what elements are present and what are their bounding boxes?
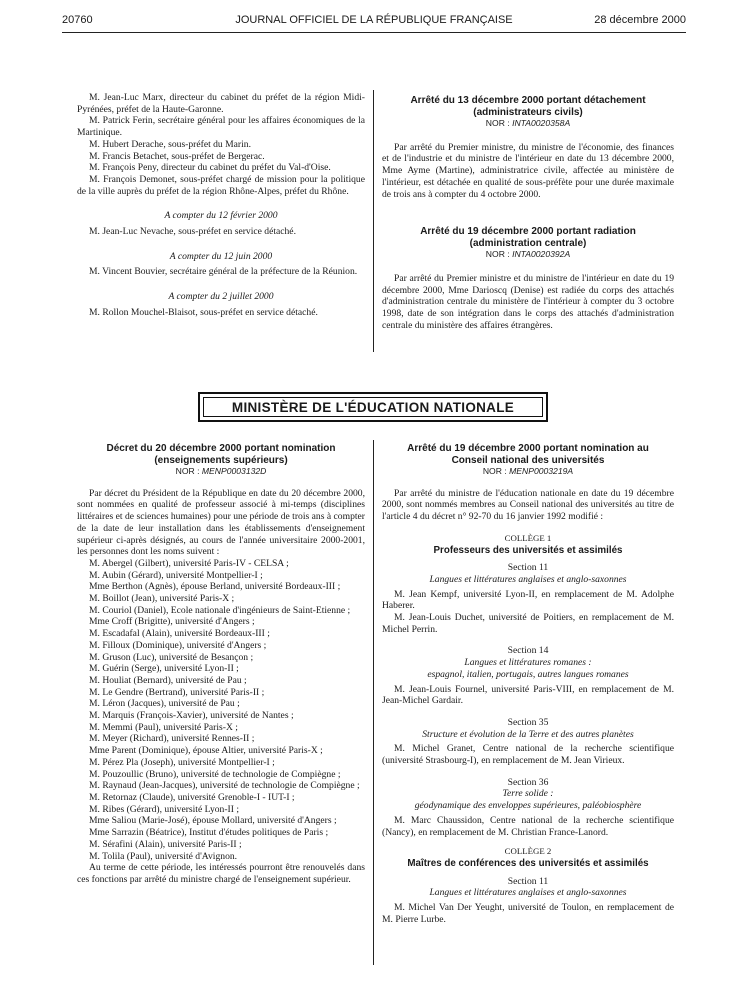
list-item: Mme Berthon (Agnès), épouse Berland, université Bordeaux-III ;	[89, 581, 341, 593]
college-heading: COLLÈGE 2	[504, 846, 552, 857]
section-heading: Section 11	[507, 875, 549, 887]
decree-closing: Au terme de cette période, les intéressés pourront être renouvelés dans ces fonctions par arrêté du ministre chargé de l'enseignement supérieur.	[77, 862, 365, 885]
appointment-para: M. Francis Betachet, sous-préfet de Bergerac.	[89, 150, 265, 162]
appointee-list	[77, 558, 365, 862]
list-item: M. Gruson (Luc), université de Besançon ;	[89, 651, 254, 663]
nor-reference	[382, 466, 674, 478]
section-subject: Langues et littératures romanes :	[464, 657, 592, 669]
list-item: M. Marquis (François-Xavier), université de Nantes ;	[89, 710, 294, 722]
issue-date: 28 décembre 2000	[594, 14, 686, 26]
decree-title: Arrêté du 19 décembre 2000 portant nomination au Conseil national des universités	[407, 443, 649, 466]
decree-intro: Par décret du Président de la République en date du 20 décembre 2000, sont nommées en qualité de professeur associé à mi-temps (disciplines littéraires et de sciences humaines) pour une période de trois ans à compter de la date de leur installation dans les établissements d'enseignement supérieur ci-après désignés, au cours de l'année universitaire 2000-2001, les personnes dont les noms suivent :	[77, 487, 365, 558]
effective-date: A compter du 12 juin 2000	[169, 250, 273, 262]
appointment-para: M. Hubert Derache, sous-préfet du Marin.	[89, 138, 251, 150]
top-right-column	[382, 95, 674, 331]
nor-label: NOR :	[485, 249, 513, 260]
page-number: 20760	[62, 14, 93, 26]
list-item: M. Memmi (Paul), université Paris-X ;	[89, 721, 238, 733]
list-item: M. Houliat (Bernard), université de Pau ;	[89, 674, 247, 686]
section-heading: Section 11	[507, 562, 549, 574]
list-item: M. Raynaud (Jean-Jacques), université de technologie de Compiègne ;	[89, 780, 360, 792]
list-item: M. Guérin (Serge), université Lyon-II ;	[89, 663, 239, 675]
section-subject: espagnol, italien, portugais, autres langues romanes	[427, 668, 629, 680]
list-item: M. Ribes (Gérard), université Lyon-II ;	[89, 803, 239, 815]
list-item: M. Léron (Jacques), université de Pau ;	[89, 698, 240, 710]
college-title: Maîtres de conférences des universités et assimilés	[407, 857, 649, 869]
section-subject: géodynamique des enveloppes supérieures, paléobiosphère	[414, 800, 642, 812]
nor-reference	[382, 249, 674, 261]
list-item: Mme Sarrazin (Béatrice), Institut d'études politiques de Paris ;	[89, 827, 329, 839]
list-item: Mme Saliou (Marie-José), épouse Mollard, université d'Angers ;	[89, 815, 337, 827]
decree-title: Décret du 20 décembre 2000 portant nomination (enseignements supérieurs)	[106, 443, 336, 466]
appointment-para: M. François Peny, directeur du cabinet du préfet du Val-d'Oise.	[89, 162, 331, 174]
effective-date: A compter du 12 février 2000	[164, 210, 278, 222]
column-divider-bottom	[373, 440, 374, 965]
member-para: M. Jean-Louis Duchet, université de Poitiers, en remplacement de M. Michel Perrin.	[382, 612, 674, 635]
list-item: M. Retornaz (Claude), université Grenoble-I - IUT-I ;	[89, 791, 295, 803]
column-divider-top	[373, 90, 374, 352]
list-item: M. Le Gendre (Bertrand), université Paris-II ;	[89, 686, 265, 698]
member-para: M. Michel Granet, Centre national de la recherche scientifique (université Strasbourg-I), en remplacement de M. Jean Virieux.	[382, 743, 674, 767]
list-item: Mme Croff (Brigitte), université d'Angers ;	[89, 616, 255, 628]
member-para: M. Marc Chaussidon, Centre national de la recherche scientifique (Nancy), en remplacement de M. Christian France-Lanord.	[382, 814, 674, 838]
nor-code: INTA0020358A	[512, 118, 571, 128]
list-item: Mme Parent (Dominique), épouse Altier, université Paris-X ;	[89, 745, 323, 757]
appointment-para: M. Patrick Ferin, secrétaire général pour les affaires économiques de la Martinique.	[77, 115, 365, 139]
ministry-banner	[198, 392, 548, 422]
section-subject: Langues et littératures anglaises et anglo-saxonnes	[429, 573, 627, 585]
decree-body: Par arrêté du Premier ministre et du ministre de l'intérieur en date du 19 décembre 2000, Mme Darioscq (Denise) est radiée du corps des attachés d'administration centrale du ministère de l'intérieur à compter du 3 octobre 1998, date de son intégration dans le corps des attachés d'administration centrale du ministère des affaires étrangères.	[382, 272, 674, 331]
nor-label: NOR :	[175, 466, 202, 476]
nor-label: NOR :	[482, 466, 510, 476]
ministry-banner-title: MINISTÈRE DE L'ÉDUCATION NATIONALE	[203, 397, 543, 417]
decree-intro: Par arrêté du ministre de l'éducation nationale en date du 19 décembre 2000, sont nommés membres au Conseil national des universités au titre de l'article 4 du décret n° 92-70 du 16 janvier 1992 modifié :	[382, 487, 674, 523]
decree-title: Arrêté du 19 décembre 2000 portant radiation (administration centrale)	[420, 226, 636, 249]
list-item: M. Pouzoullic (Bruno), université de technologie de Compiègne ;	[89, 768, 341, 780]
nor-code: MENP0003132D	[201, 466, 267, 476]
list-item: M. Filloux (Dominique), université d'Angers ;	[89, 639, 267, 651]
member-para: M. Jean Kempf, université Lyon-II, en remplacement de M. Adolphe Haberer.	[382, 588, 674, 612]
journal-title: JOURNAL OFFICIEL DE LA RÉPUBLIQUE FRANÇAISE	[235, 14, 513, 26]
college-title: Professeurs des universités et assimilés	[433, 544, 623, 556]
page-header	[62, 8, 686, 28]
list-item: M. Abergel (Gilbert), université Paris-IV - CELSA ;	[89, 557, 289, 569]
list-item: M. Sérafini (Alain), université Paris-II ;	[89, 838, 242, 850]
list-item: M. Escadafal (Alain), université Bordeaux-III ;	[89, 628, 270, 640]
section-heading: Section 14	[507, 645, 549, 657]
list-item: M. Tolila (Paul), université d'Avignon.	[89, 850, 238, 862]
effective-date: A compter du 2 juillet 2000	[168, 291, 274, 303]
header-rule	[62, 32, 686, 33]
top-left-column	[77, 92, 365, 319]
section-subject: Structure et évolution de la Terre et des autres planètes	[422, 728, 634, 740]
member-para: M. Michel Van Der Yeught, université de Toulon, en remplacement de M. Pierre Lurbe.	[382, 902, 674, 925]
nor-reference	[382, 118, 674, 130]
section-heading: Section 35	[507, 716, 549, 728]
appointment-para: M. François Demonet, sous-préfet chargé de mission pour la politique de la ville auprès du préfet de la région Rhône-Alpes, préfet du Rhône.	[77, 173, 365, 197]
list-item: M. Pérez Pla (Joseph), université Montpellier-I ;	[89, 756, 275, 768]
list-item: M. Boillot (Jean), université Paris-X ;	[89, 593, 235, 605]
nor-reference	[77, 466, 365, 478]
decree-title: Arrêté du 13 décembre 2000 portant détachement (administrateurs civils)	[410, 95, 646, 118]
list-item: M. Meyer (Richard), université Rennes-II ;	[89, 733, 255, 745]
nor-label: NOR :	[485, 118, 513, 128]
appointment-para: M. Vincent Bouvier, secrétaire général de la préfecture de la Réunion.	[89, 266, 358, 278]
section-subject: Langues et littératures anglaises et anglo-saxonnes	[429, 887, 627, 899]
appointment-para: M. Rollon Mouchel-Blaisot, sous-préfet en service détaché.	[89, 306, 318, 318]
college-heading: COLLÈGE 1	[504, 532, 552, 543]
appointment-para: M. Jean-Luc Nevache, sous-préfet en service détaché.	[89, 226, 296, 238]
nor-code: INTA0020392A	[512, 249, 571, 260]
section-heading: Section 36	[507, 776, 549, 788]
bottom-left-column	[77, 443, 365, 886]
member-para: M. Jean-Louis Fournel, université Paris-VIII, en remplacement de M. Jean-Michel Gardair.	[382, 683, 674, 707]
decree-body: Par arrêté du Premier ministre, du ministre de l'économie, des finances et de l'industrie et du ministre de l'intérieur en date du 13 décembre 2000, Mme Ayme (Martine), administratrice civile, affectée au ministère de l'intérieur, est détachée en qualité de sous-préfète pour une durée maximale de trois ans à compter du 4 octobre 2000.	[382, 141, 674, 200]
list-item: M. Aubin (Gérard), université Montpellier-I ;	[89, 569, 263, 581]
bottom-right-column	[382, 443, 674, 926]
list-item: M. Couriol (Daniel), Ecole nationale d'ingénieurs de Saint-Etienne ;	[89, 604, 351, 616]
section-subject: Terre solide :	[502, 788, 554, 800]
appointment-para: M. Jean-Luc Marx, directeur du cabinet du préfet de la région Midi-Pyrénées, préfet de la Haute-Garonne.	[77, 92, 365, 115]
nor-code: MENP0003219A	[509, 466, 574, 476]
